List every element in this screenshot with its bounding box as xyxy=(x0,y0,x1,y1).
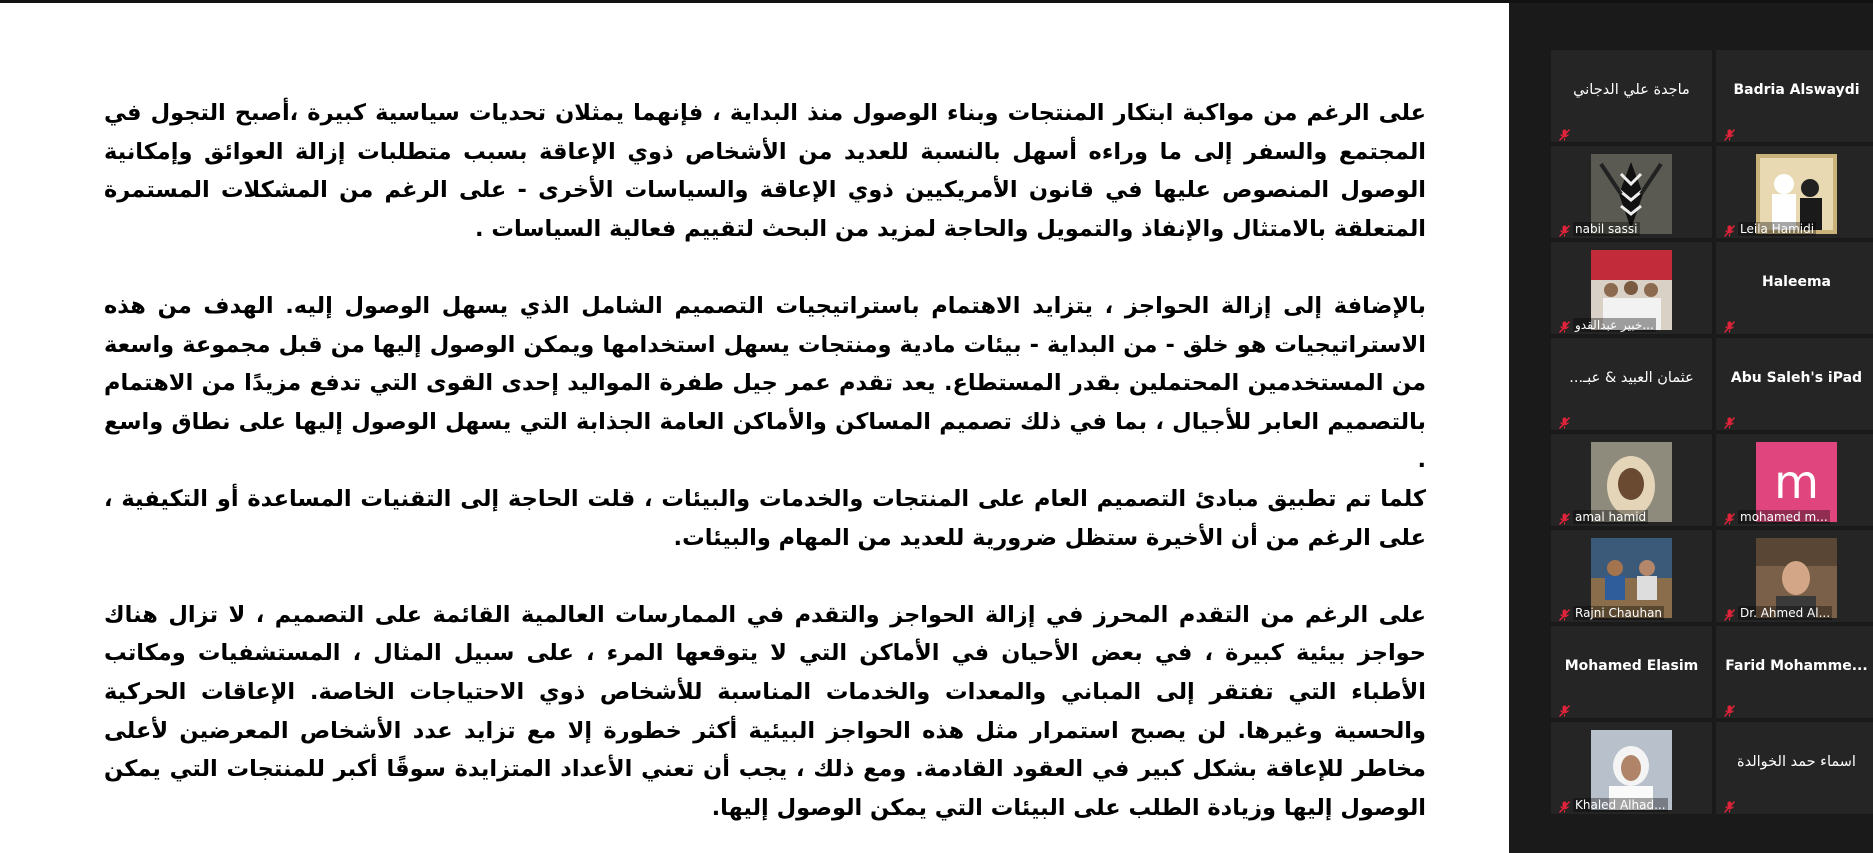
avatar: m xyxy=(1756,442,1837,522)
participant-name: اسماء حمد الخوالدة xyxy=(1737,754,1856,770)
participant-tile[interactable] xyxy=(1716,626,1873,718)
shared-document xyxy=(0,3,1509,853)
participant-tile[interactable] xyxy=(1716,50,1873,142)
mic-muted-icon xyxy=(1724,222,1735,234)
participant-name: Leila Hamidi xyxy=(1740,222,1815,236)
mic-muted-icon xyxy=(1724,702,1735,714)
participant-tile[interactable] xyxy=(1716,338,1873,430)
document-body xyxy=(104,94,1426,827)
participant-tile[interactable] xyxy=(1551,242,1712,334)
participant-name: mohamed m... xyxy=(1740,510,1828,524)
participant-name: Haleema xyxy=(1762,274,1831,290)
mic-muted-icon xyxy=(1559,510,1570,522)
participant-name: Khaled Alhad... xyxy=(1575,798,1666,812)
participant-tile[interactable] xyxy=(1551,338,1712,430)
mic-muted-icon xyxy=(1559,702,1570,714)
mic-muted-icon xyxy=(1724,510,1735,522)
mic-muted-icon xyxy=(1724,318,1735,330)
participant-name: عثمان العبيد & عبـ... xyxy=(1569,370,1694,386)
mic-muted-icon xyxy=(1559,222,1570,234)
participant-tile[interactable] xyxy=(1716,146,1873,238)
mic-muted-icon xyxy=(1559,798,1570,810)
participant-name: Rajni Chauhan xyxy=(1575,606,1663,620)
paragraph-1: على الرغم من مواكبة ابتكار المنتجات وبناء الوصول منذ البداية ، فإنهما يمثلان تحديات سياسية كبيرة ،أصبح التجول في المجتمع والسفر إلى ما وراءه أسهل بالنسبة للعديد من الأشخاص ذوي الإعاقة بسبب متطلبات إزالة العوائق وإمكانية الوصول المنصوص عليها في قانون الأمريكيين ذوي الإعاقة والسياسات الأخرى - على الرغم من المشكلات المستمرة المتعلقة بالامتثال والإنفاذ والتمويل والحاجة لمزيد من البحث لتقييم فعالية السياسات . xyxy=(104,100,1426,242)
mic-muted-icon xyxy=(1724,798,1735,810)
mic-muted-icon xyxy=(1724,606,1735,618)
mic-muted-icon xyxy=(1724,126,1735,138)
participant-tile[interactable] xyxy=(1551,530,1712,622)
participant-name: خبير عبدالقدو... xyxy=(1575,318,1654,332)
participant-tile[interactable] xyxy=(1551,146,1712,238)
participant-tile[interactable] xyxy=(1551,722,1712,814)
mic-muted-icon xyxy=(1724,414,1735,426)
paragraph-2: بالإضافة إلى إزالة الحواجز ، يتزايد الاهتمام باستراتيجيات التصميم الشامل الذي يسهل الوصول إليه. الهدف من هذه الاستراتيجيات هو خلق - من البداية - بيئات مادية ومنتجات يسهل استخدامها ويمكن الوصول إليها من قبل مجموعة واسعة من المستخدمين المحتملين بقدر المستطاع. يعد تقدم عمر جيل طفرة المواليد إحدى القوى التي تدفع مزيدًا من الاهتمام بالتصميم العابر للأجيال ، بما في ذلك تصميم المساكن والأماكن العامة الجذابة التي يسهل الوصول إليها على نطاق واسع . xyxy=(104,292,1426,474)
participant-tile[interactable] xyxy=(1551,626,1712,718)
participant-tile[interactable] xyxy=(1716,530,1873,622)
participant-tile[interactable] xyxy=(1716,722,1873,814)
participant-tile[interactable] xyxy=(1551,50,1712,142)
participant-name: Abu Saleh's iPad xyxy=(1730,370,1863,386)
participant-name: nabil sassi xyxy=(1575,222,1638,236)
participant-name: amal hamid xyxy=(1575,510,1647,524)
participants-panel xyxy=(1509,3,1873,853)
participant-name: Badria Alswaydi xyxy=(1733,82,1860,98)
mic-muted-icon xyxy=(1559,318,1570,330)
participant-grid xyxy=(1551,50,1873,814)
participant-tile[interactable] xyxy=(1551,434,1712,526)
paragraph-4: على الرغم من التقدم المحرز في إزالة الحواجز والتقدم في الممارسات العالمية القائمة على التصميم ، لا تزال هناك حواجز بيئية كبيرة ، في بعض الأحيان في الأماكن التي لا يتوقعها المرء ، على سبيل المثال ، المستشفيات ومكاتب الأطباء التي تفتقر إلى المباني والمعدات والخدمات المناسبة للأشخاص ذوي الاحتياجات الخاصة. الإعاقات الحركية والحسية وغيرها. لن يصبح استمرار مثل هذه الحواجز البيئية أكثر خطورة إلا مع تزايد عدد الأشخاص المعرضين لأعلى مخاطر للإعاقة بشكل كبير في العقود القادمة. ومع ذلك ، يجب أن تعني الأعداد المتزايدة سوقًا أكبر للمنتجات التي يمكن الوصول إليها وزيادة الطلب على البيئات التي يمكن الوصول إليها. xyxy=(104,601,1426,821)
participant-name: Farid Mohamme... xyxy=(1725,658,1868,674)
participant-tile[interactable] xyxy=(1716,242,1873,334)
participant-name: Dr. Ahmed Al... xyxy=(1740,606,1831,620)
mic-muted-icon xyxy=(1559,126,1570,138)
participant-name: Mohamed Elasim xyxy=(1564,658,1699,674)
participant-tile[interactable] xyxy=(1716,434,1873,526)
mic-muted-icon xyxy=(1559,414,1570,426)
mic-muted-icon xyxy=(1559,606,1570,618)
participant-name: ماجدة علي الدجاني xyxy=(1573,82,1690,98)
paragraph-3: كلما تم تطبيق مبادئ التصميم العام على المنتجات والخدمات والبيئات ، قلت الحاجة إلى التقنيات المساعدة أو التكيفية ، على الرغم من أن الأخيرة ستظل ضرورية للعديد من المهام والبيئات. xyxy=(104,485,1426,551)
